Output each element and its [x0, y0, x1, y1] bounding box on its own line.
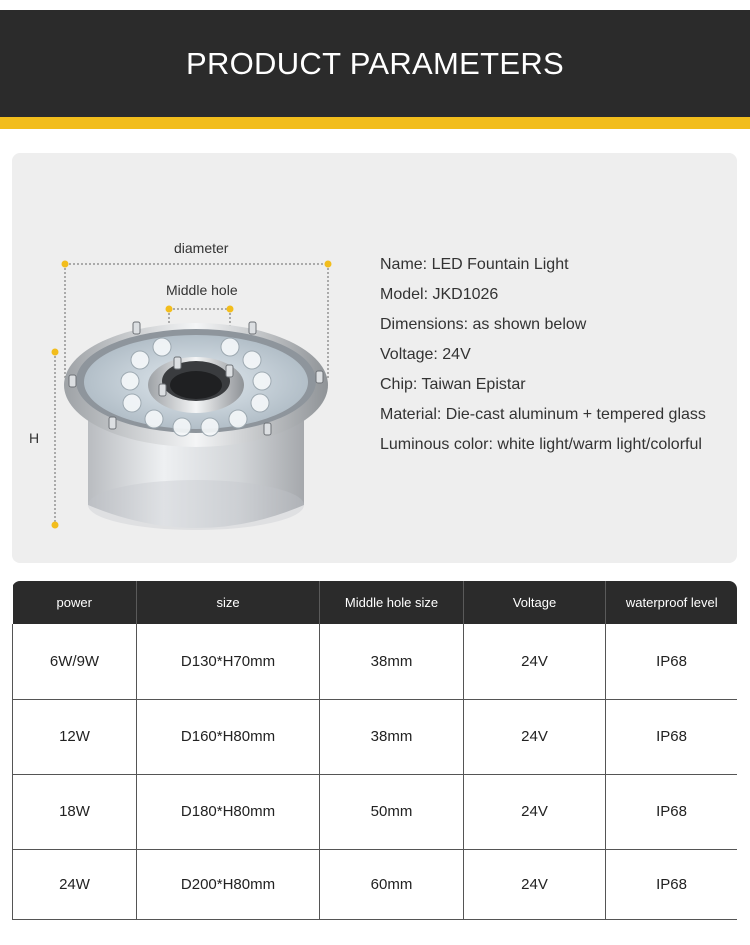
spec-model: Model: JKD1026 [380, 286, 499, 303]
spec-list [380, 255, 706, 465]
parameters-table [12, 581, 737, 920]
header-middle-hole-size: Middle hole size [320, 581, 464, 624]
table-row [13, 699, 738, 774]
page-header [0, 10, 750, 117]
cell-power: 6W/9W [13, 624, 137, 699]
cell-size: D180*H80mm [137, 774, 320, 849]
height-label: H [29, 430, 40, 446]
cell-power: 12W [13, 699, 137, 774]
cell-middle-hole: 50mm [320, 774, 464, 849]
spec-name: Name: LED Fountain Light [380, 256, 569, 273]
cell-power: 24W [13, 849, 137, 919]
cell-power: 18W [13, 774, 137, 849]
product-panel [12, 153, 737, 563]
header-size: size [137, 581, 320, 624]
cell-size: D160*H80mm [137, 699, 320, 774]
cell-voltage: 24V [464, 699, 606, 774]
cell-size: D130*H70mm [137, 624, 320, 699]
middle-hole-label: Middle hole [166, 282, 238, 298]
cell-voltage: 24V [464, 624, 606, 699]
header-voltage: Voltage [464, 581, 606, 624]
cell-waterproof: IP68 [606, 849, 738, 919]
cell-waterproof: IP68 [606, 774, 738, 849]
spec-material: Material: Die-cast aluminum + tempered glass [380, 406, 706, 423]
cell-voltage: 24V [464, 774, 606, 849]
spec-dimensions: Dimensions: as shown below [380, 316, 587, 333]
header-power: power [13, 581, 137, 624]
table-row [13, 849, 738, 919]
spec-voltage: Voltage: 24V [380, 346, 471, 363]
page-title: PRODUCT PARAMETERS [185, 45, 565, 81]
cell-waterproof: IP68 [606, 624, 738, 699]
cell-middle-hole: 60mm [320, 849, 464, 919]
fountain-light-diagram [12, 153, 372, 563]
diameter-label: diameter [174, 240, 229, 256]
cell-middle-hole: 38mm [320, 624, 464, 699]
table-row [13, 624, 738, 699]
spec-chip: Chip: Taiwan Epistar [380, 376, 526, 393]
table-header-row [13, 581, 738, 624]
cell-middle-hole: 38mm [320, 699, 464, 774]
cell-size: D200*H80mm [137, 849, 320, 919]
accent-bar [0, 117, 750, 129]
header-waterproof-level: waterproof level [606, 581, 738, 624]
cell-voltage: 24V [464, 849, 606, 919]
spec-luminous-color: Luminous color: white light/warm light/colorful [380, 436, 702, 453]
table-row [13, 774, 738, 849]
cell-waterproof: IP68 [606, 699, 738, 774]
